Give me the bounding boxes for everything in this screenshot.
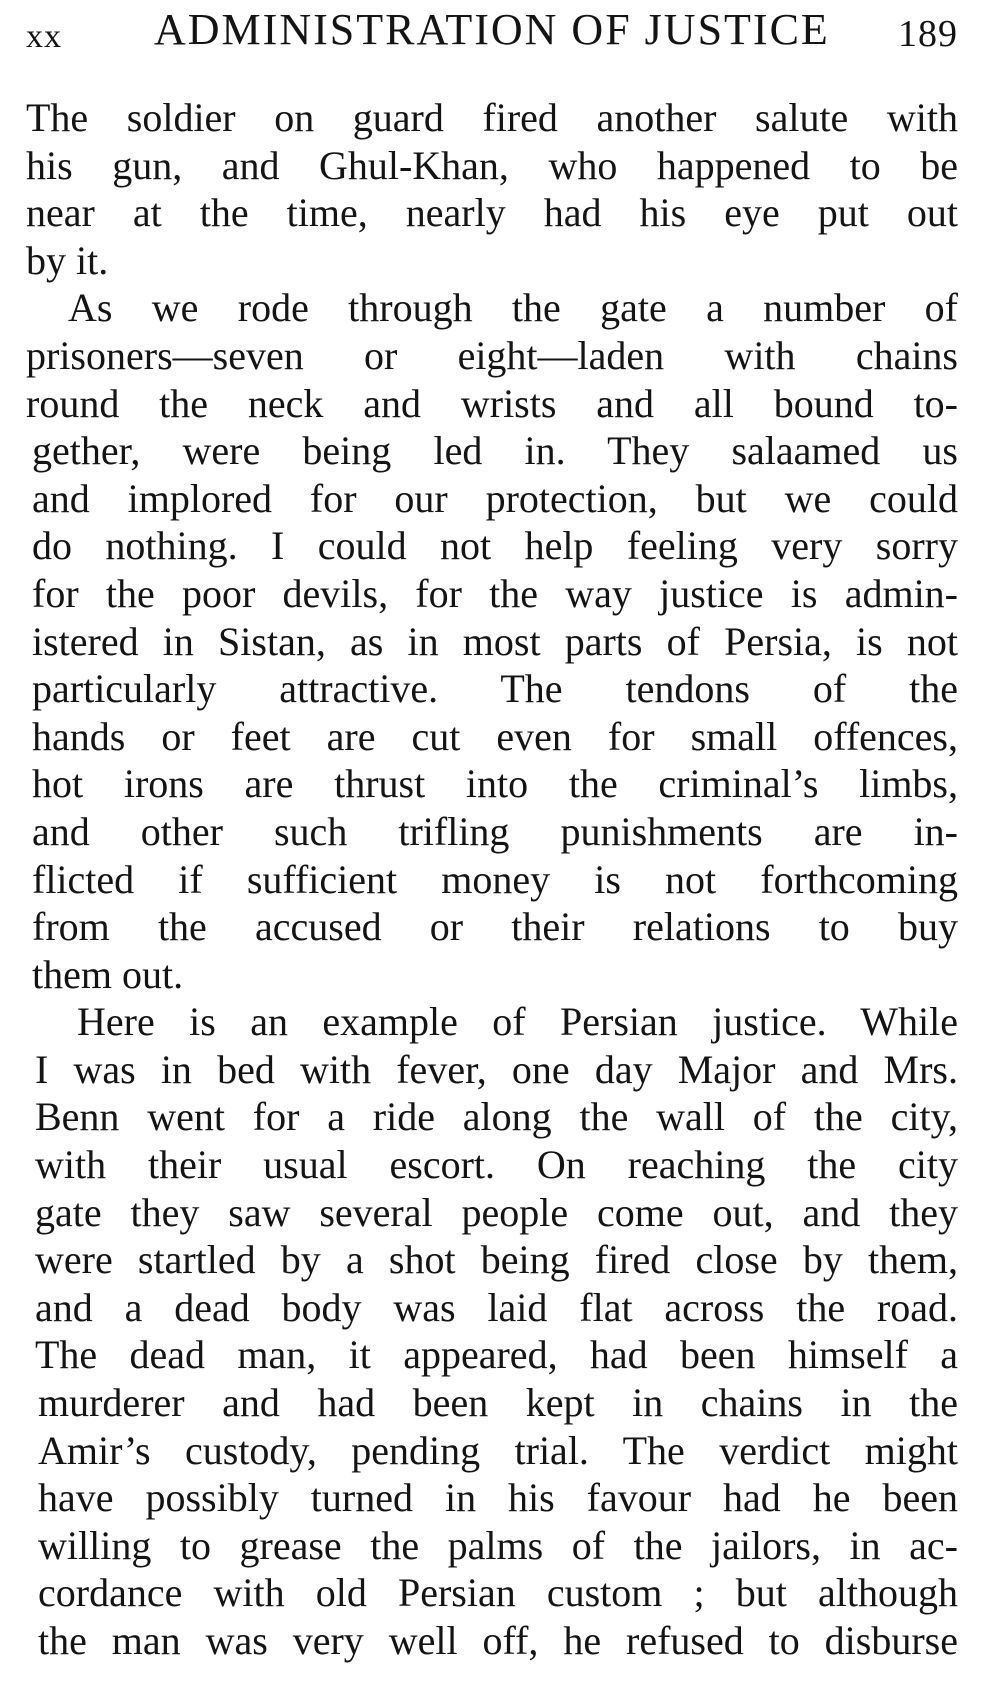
text-line: Here is an example of Persian justice. While <box>77 999 958 1045</box>
paragraph-3 <box>26 998 958 1664</box>
text-line: hot irons are thrust into the criminal’s limbs, <box>32 761 958 807</box>
text-line: flicted if sufficient money is not forthcoming <box>32 856 958 902</box>
text-line: for the poor devils, for the way justice is admin- <box>32 570 958 616</box>
text-line: Benn went for a ride along the wall of the city, <box>35 1094 958 1140</box>
text-line: with their usual escort. On reaching the city <box>35 1142 958 1188</box>
text-line: have possibly turned in his favour had he been <box>38 1475 958 1521</box>
text-line: them out. <box>32 951 184 997</box>
text-line: particularly attractive. The tendons of the <box>32 666 958 712</box>
paragraph-2 <box>26 284 958 998</box>
text-line: Amir’s custody, pending trial. The verdict might <box>38 1427 958 1473</box>
text-line: gate they saw several people come out, and they <box>35 1189 958 1235</box>
running-head <box>26 4 958 64</box>
text-line: hands or feet are cut even for small offences, <box>32 713 958 759</box>
text-line: istered in Sistan, as in most parts of Persia, is not <box>32 618 958 664</box>
running-title: ADMINISTRATION OF JUSTICE <box>154 5 830 54</box>
paragraph-1 <box>26 94 958 284</box>
text-line: and implored for our protection, but we could <box>32 475 958 521</box>
text-line: by it. <box>26 237 109 283</box>
chapter-number: xx <box>26 18 62 55</box>
text-line: from the accused or their relations to buy <box>32 904 958 950</box>
text-line: his gun, and Ghul-Khan, who happened to be <box>26 142 958 188</box>
text-line: The soldier on guard fired another salute with <box>26 95 958 140</box>
text-line: and other such trifling punishments are in- <box>32 808 958 854</box>
text-line: willing to grease the palms of the jailors, in ac- <box>38 1522 958 1568</box>
text-line: cordance with old Persian custom ; but although <box>38 1570 958 1616</box>
text-line: The dead man, it appeared, had been himself a <box>35 1332 958 1378</box>
text-line: near at the time, nearly had his eye put out <box>26 190 958 236</box>
text-line: As we rode through the gate a number of <box>68 285 958 331</box>
text-line: gether, were being led in. They salaamed us <box>32 428 958 474</box>
body-text <box>26 94 958 1665</box>
text-line: I was in bed with fever, one day Major and Mrs. <box>35 1046 958 1092</box>
text-line: were startled by a shot being fired close by them, <box>35 1237 958 1283</box>
text-line: prisoners—seven or eight—laden with chains <box>26 332 958 378</box>
text-line: murderer and had been kept in chains in the <box>38 1380 958 1426</box>
text-line: and a dead body was laid flat across the road. <box>35 1284 958 1330</box>
text-line: round the neck and wrists and all bound to- <box>26 380 958 426</box>
page-number: 189 <box>898 13 958 55</box>
text-line: do nothing. I could not help feeling very sorry <box>32 523 958 569</box>
text-line: the man was very well off, he refused to disburse <box>38 1618 958 1663</box>
